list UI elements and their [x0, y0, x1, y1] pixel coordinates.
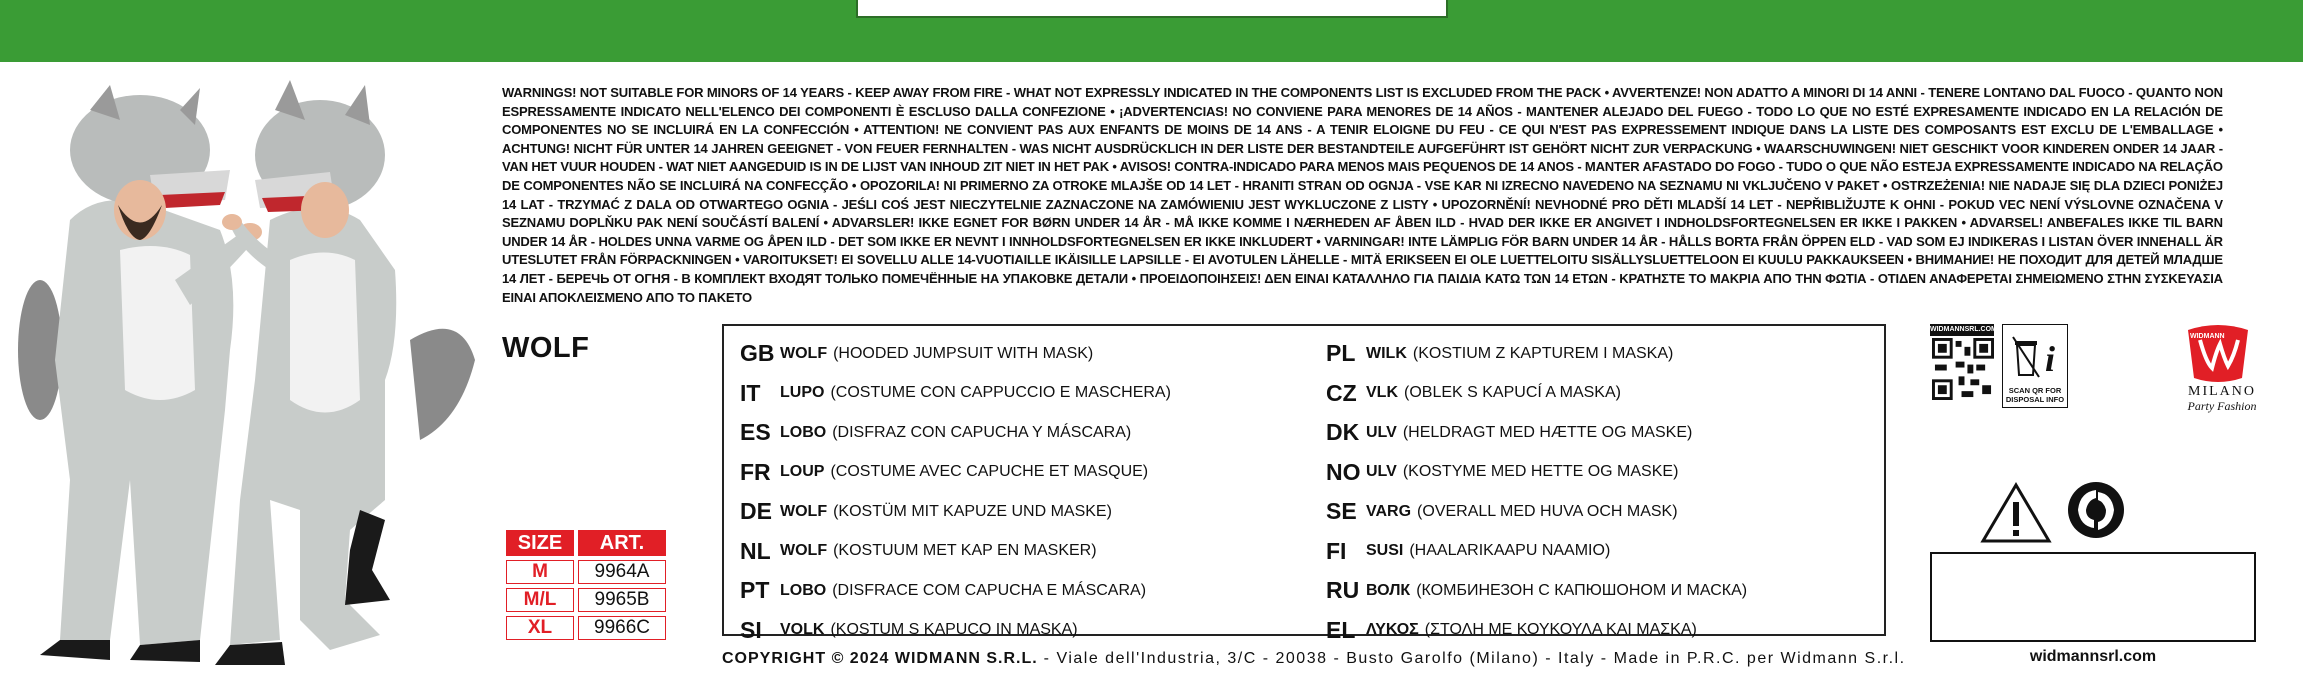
brand-tagline: Party Fashion: [2187, 399, 2257, 413]
language-row: [740, 453, 1171, 493]
language-row: [1326, 611, 1747, 651]
product-name: WOLF: [502, 332, 590, 364]
language-word: ВОЛК: [1366, 581, 1411, 599]
language-word: LUPO: [780, 384, 825, 402]
size-value: M: [506, 560, 574, 584]
language-code: SI: [740, 616, 762, 643]
language-code: PT: [740, 577, 770, 604]
language-code: SE: [1326, 498, 1357, 525]
blank-label-box: [1930, 552, 2256, 642]
brand-logo: [2172, 322, 2272, 412]
language-row: [1326, 532, 1747, 572]
language-code: RU: [1326, 577, 1360, 604]
language-word: ULV: [1366, 423, 1397, 441]
art-value: 9964A: [578, 560, 666, 584]
art-value: 9965B: [578, 588, 666, 612]
language-desc: (OBLEK S KAPUCÍ A MASKA): [1404, 384, 1621, 402]
svg-text:i: i: [2045, 339, 2056, 379]
warning-triangle-icon: [1980, 482, 2052, 544]
language-row: [1326, 492, 1747, 532]
size-value: XL: [506, 616, 574, 640]
product-photo: [0, 80, 490, 670]
language-code: FR: [740, 458, 771, 485]
language-code: GB: [740, 340, 775, 367]
warnings-text: WARNINGS! NOT SUITABLE FOR MINORS OF 14 YEARS - KEEP AWAY FROM FIRE - WHAT NOT EXPRESSLY INDICATED IN THE COMPONENTS LIST IS EXCLUDED FROM THE PACK • AVVERTENZE! NON ADATTO A MINORI DI 14 ANNI - TENERE LONTANO DAL FUOCO - QUANTO NON ESPRESSAMENTE INDICATO NELL'ELENCO DEI COMPONENTI È ESCLUSO DALLA CONFEZIONE • ¡ADVERTENCIAS! NO CONVIENE PARA MENORES DE 14 AÑOS - MANTENER ALEJADO DEL FUEGO - TODO LO QUE NO ESTÉ EXPRESAMENTE INDICADO EN LA RELACIÓN DE COMPONENTES NO SE INCLUIRÁ EN LA CONFECCIÓN • ATTENTION! NE CONVIENT PAS AUX ENFANTS DE MOINS DE 14 ANS - A TENIR ELOIGNE DU FEU - CE QUI N'EST PAS EXPRESSEMENT INDIQUE DANS LA LISTE DES COMPOSANTS EST EXCLU DE L'EMBALLAGE • ACHTUNG! NICHT FÜR UNTER 14 JAHREN GEEIGNET - VON FEUER FERNHALTEN - WAS NICHT AUSDRÜCKLICH IN DER LISTE DER BESTANDTEILE AUFGEFÜHRT IST GEHÖRT NICHT ZUR VERPACKUNG • WAARSCHUWINGEN! NIET GESCHIKT VOOR KINDEREN ONDER 14 JAAR - VAN HET VUUR HOUDEN - WAT NIET AANGEDUID IS IN DE LIJST VAN INHOUD ZIT NIET IN HET PAK • AVISOS! CONTRA-INDICADO PARA MENOS MAIS PEQUENOS DE 14 ANOS - MANTER AFASTADO DO FOGO - TUDO O QUE NÃO ESTEJA EXPRESSAMENTE INDICADO NA RELAÇÃO DE COMPONENTES NÃO SE INCLUIRÁ NA CONFECÇÃO • OPOZORILA! NI PRIMERNO ZA OTROKE MLAJŠE OD 14 LET - HRANITI STRAN OD OGNJA - VSE KAR NI IZRECNO NAVEDENO NA SEZNAMU NI VKLJUČENO V PAKET • OSTRZEŻENIA! NIE NADAJE SIĘ DLA DZIECI PONIŻEJ 14 LAT - TRZYMAĆ Z DALA OD OTWARTEGO OGNIA - JEŚLI COŚ JEST NIECZYTELNIE ZAZNACZONE NA ZAMÓWIENIU JEST WYKLUCZONE Z LISTY • UPOZORNĚNÍ! NEVHODNÉ PRO DĚTI MLADŠÍ 14 LET - NEPŘIBLIŽUJTE K OHNI - POKUD VEC NENÍ VÝSLOVNE OZNAČENA V SEZNAMU DOPLŇKU PAK NENÍ SOUČÁSTÍ BALENÍ • ADVARSLER! IKKE EGNET FOR BØRN UNDER 14 ÅR - MÅ IKKE KOMME I NÆRHEDEN AF ÅBEN ILD - HVAD DER IKKE ER ANGIVET I INDHOLDSFORTEGNELSEN ER IKKE I PAKKEN • ADVARSEL! ANBEFALES IKKE TIL BARN UNDER 14 ÅR - HOLDES UNNA VARME OG ÅPEN ILD - DET SOM IKKE ER NEVNT I INNHOLDSFORTEGNELSEN ER IKKE INKLUDERT • VARNINGAR! INTE LÄMPLIG FÖR BARN UNDER 14 ÅR - HÅLLS BORTA FRÅN ÖPPEN ELD - VAD SOM EJ INDIKERAS I LISTAN ÖVER INNEHALL ÄR UTESLUTET FRÅN FÖRPACKNINGEN • VAROITUKSET! EI SOVELLU ALLE 14-VUOTIAILLE IKÄISILLE LAPSILLE - EI AVOTULEN LÄHELLE - MITÄ ERIKSEEN EI OLE LUETTELOITU SISÄLLYSLUETTELOON EI KUULU PAKKAUKSEEN • ВНИМАНИЕ! НЕ ПОХОДИТ ДЛЯ ДЕТЕЙ МЛАДШЕ 14 ЛЕТ - БЕРЕЧЬ ОТ ОГНЯ - В КОМПЛЕКТ ВХОДЯТ ТОЛЬКО ПОМЕЧЁННЫЕ НА УПАКОВКЕ ДЕТАЛИ • ΠΡΟΕΙΔΟΠΟΙΗΣΕΙΣ! ΔΕΝ ΕΙΝΑΙ ΚΑΤΑΛΛΗΛΟ ΓΙΑ ΠΑΙΔΙΑ ΚΑΤΩ ΤΩΝ 14 ΕΤΩΝ - ΚΡΑΤΗΣΤΕ ΤΟ ΜΑΚΡΙΑ ΑΠΟ ΤΗΝ ΦΩΤΙΑ - ΟΤΙΔΕΝ ΑΝΑΦΕΡΕΤΑΙ ΣΗΜΕΙΩΜΕΝΟ ΣΤΗΝ ΣΥΣΚΕΥΑΣΙΑ ΕΙΝΑΙ ΑΠΟΚΛΕΙΣΜΕΝΟ ΑΠΟ ΤΟ ΠΑΚΕΤΟ: [502, 85, 2223, 305]
language-code: EL: [1326, 616, 1356, 643]
language-word: ULV: [1366, 463, 1397, 481]
language-code: CZ: [1326, 379, 1357, 406]
disposal-text-line-2: DISPOSAL INFO: [2005, 395, 2065, 404]
language-word: LOUP: [780, 463, 825, 481]
language-row: [740, 611, 1171, 651]
language-code: IT: [740, 379, 761, 406]
language-row: [1326, 571, 1747, 611]
green-dot-recycle-icon: [2066, 480, 2126, 540]
recycle-bin-icon: [2009, 331, 2063, 379]
language-row: [1326, 374, 1747, 414]
disposal-text: [2003, 386, 2067, 404]
size-value: M/L: [506, 588, 574, 612]
language-desc: (DISFRAZ CON CAPUCHA Y MÁSCARA): [832, 423, 1132, 441]
size-table: [502, 526, 670, 644]
art-header: ART.: [578, 530, 666, 556]
size-row: [506, 616, 666, 640]
language-word: WILK: [1366, 344, 1407, 362]
top-white-box: [856, 0, 1448, 18]
language-row: [1326, 453, 1747, 493]
brand-w-icon: [2182, 322, 2254, 386]
copyright-text: COPYRIGHT © 2024 WIDMANN S.R.L.: [722, 650, 1038, 667]
language-row: [740, 571, 1171, 611]
languages-left-column: [740, 334, 1171, 650]
language-code: ES: [740, 419, 771, 446]
language-desc: (OVERALL MED HUVA OCH MASK): [1417, 502, 1678, 520]
language-code: DE: [740, 498, 772, 525]
language-word: SUSI: [1366, 542, 1404, 560]
size-row: [506, 560, 666, 584]
language-row: [740, 413, 1171, 453]
language-row: [740, 532, 1171, 572]
copyright-line: [722, 650, 1906, 668]
size-row: [506, 588, 666, 612]
languages-right-column: [1326, 334, 1747, 650]
language-word: WOLF: [780, 344, 828, 362]
size-header: SIZE: [506, 530, 574, 556]
website-text: widmannsrl.com: [2029, 648, 2157, 665]
language-word: ΛΥΚΟΣ: [1366, 621, 1419, 639]
language-desc: (KOSTIUM Z KAPTUREM I MASKA): [1412, 344, 1674, 362]
language-code: NO: [1326, 458, 1361, 485]
language-code: DK: [1326, 419, 1360, 446]
qr-code-icon: [1932, 338, 1994, 400]
language-desc: (KOSTUM S KAPUCO IN MASKA): [830, 621, 1078, 639]
language-word: LOBO: [780, 423, 827, 441]
art-value: 9966C: [578, 616, 666, 640]
qr-url: WIDMANNSRL.COM: [1930, 324, 1994, 336]
address-text: - Viale dell'Industria, 3/C - 20038 - Busto Garolfo (Milano) - Italy - Made in P.R.C. per Widmann S.r.l.: [1037, 650, 1906, 667]
language-desc: (KOSTUUM MET KAP EN MASKER): [833, 542, 1097, 560]
disposal-info-box: [2002, 324, 2068, 408]
language-code: NL: [740, 537, 771, 564]
language-word: VOLK: [780, 621, 825, 639]
language-desc: (COSTUME CON CAPPUCCIO E MASCHERA): [830, 384, 1171, 402]
brand-city: MILANO: [2188, 384, 2256, 399]
qr-block: [1930, 324, 2070, 408]
language-code: FI: [1326, 537, 1347, 564]
languages-box: [722, 324, 1886, 643]
language-row: [740, 374, 1171, 414]
language-row: [1326, 334, 1747, 374]
language-word: VLK: [1366, 384, 1398, 402]
disposal-text-line-1: SCAN QR FOR: [2008, 386, 2062, 395]
language-row: [740, 334, 1171, 374]
language-desc: (HAALARIKAAPU NAAMIO): [1409, 542, 1611, 560]
language-desc: (HELDRAGT MED HÆTTE OG MASKE): [1402, 423, 1693, 441]
language-desc: (ΣΤΟΛΗ ΜΕ ΚΟΥΚΟΥΛΑ ΚΑΙ ΜΑΣΚΑ): [1424, 621, 1697, 639]
language-desc: (COSTUME AVEC CAPUCHE ET MASQUE): [830, 463, 1149, 481]
right-wolf-figure: [215, 80, 475, 665]
language-word: LOBO: [780, 581, 827, 599]
language-code: PL: [1326, 340, 1356, 367]
brand-name-text: WIDMANN: [2190, 333, 2225, 340]
language-word: WOLF: [780, 542, 828, 560]
language-desc: (KOSTYME MED HETTE OG MASKE): [1402, 463, 1679, 481]
language-desc: (KOSTÜM MIT KAPUZE UND MASKE): [833, 502, 1112, 520]
language-word: WOLF: [780, 502, 828, 520]
language-desc: (DISFRACE COM CAPUCHA E MÁSCARA): [832, 581, 1147, 599]
left-wolf-figure: [18, 85, 262, 662]
language-row: [1326, 413, 1747, 453]
language-word: VARG: [1366, 502, 1412, 520]
language-row: [740, 492, 1171, 532]
language-desc: (КОМБИНЕЗОН С КАПЮШОНОМ И МАСКА): [1416, 581, 1748, 599]
language-desc: (HOODED JUMPSUIT WITH MASK): [833, 344, 1094, 362]
